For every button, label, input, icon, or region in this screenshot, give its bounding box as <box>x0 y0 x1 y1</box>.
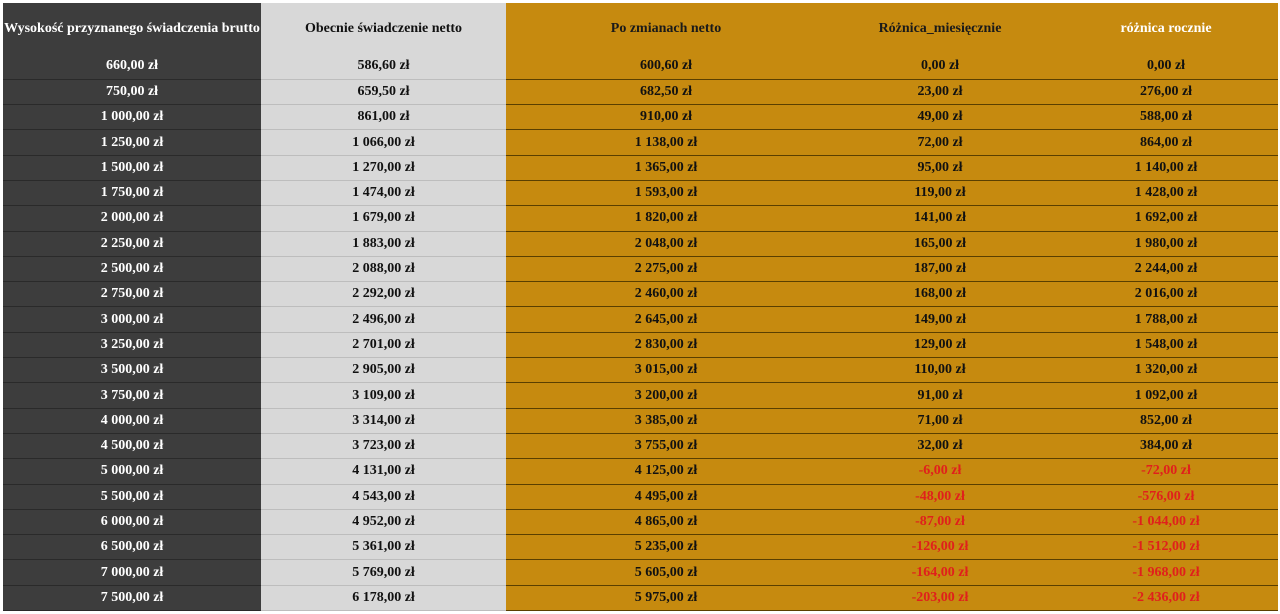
cell-monthly-difference: 71,00 zł <box>826 408 1054 433</box>
cell-gross-benefit: 4 500,00 zł <box>3 433 261 458</box>
cell-current-net: 861,00 zł <box>261 105 506 130</box>
cell-gross-benefit: 5 000,00 zł <box>3 459 261 484</box>
cell-gross-benefit: 6 500,00 zł <box>3 535 261 560</box>
cell-yearly-difference: -576,00 zł <box>1054 484 1278 509</box>
table-body <box>3 54 1278 611</box>
cell-gross-benefit: 6 000,00 zł <box>3 509 261 534</box>
cell-after-changes-net: 3 200,00 zł <box>506 383 826 408</box>
cell-gross-benefit: 2 250,00 zł <box>3 231 261 256</box>
cell-gross-benefit: 3 250,00 zł <box>3 332 261 357</box>
table-row <box>3 358 1278 383</box>
cell-after-changes-net: 2 460,00 zł <box>506 282 826 307</box>
cell-after-changes-net: 3 385,00 zł <box>506 408 826 433</box>
table-row <box>3 509 1278 534</box>
cell-after-changes-net: 2 048,00 zł <box>506 231 826 256</box>
cell-yearly-difference: 1 548,00 zł <box>1054 332 1278 357</box>
cell-current-net: 2 496,00 zł <box>261 307 506 332</box>
cell-yearly-difference: 588,00 zł <box>1054 105 1278 130</box>
cell-monthly-difference: -164,00 zł <box>826 560 1054 585</box>
cell-gross-benefit: 3 000,00 zł <box>3 307 261 332</box>
cell-after-changes-net: 3 755,00 zł <box>506 433 826 458</box>
cell-current-net: 4 543,00 zł <box>261 484 506 509</box>
table-row <box>3 535 1278 560</box>
table-row <box>3 408 1278 433</box>
spreadsheet-table-container <box>3 3 1278 611</box>
cell-gross-benefit: 7 000,00 zł <box>3 560 261 585</box>
cell-gross-benefit: 3 750,00 zł <box>3 383 261 408</box>
cell-monthly-difference: -203,00 zł <box>826 585 1054 610</box>
table-row <box>3 383 1278 408</box>
cell-after-changes-net: 3 015,00 zł <box>506 358 826 383</box>
header-gross-benefit: Wysokość przyznanego świadczenia brutto <box>3 3 261 54</box>
cell-after-changes-net: 4 495,00 zł <box>506 484 826 509</box>
cell-gross-benefit: 1 500,00 zł <box>3 155 261 180</box>
header-after-changes-net: Po zmianach netto <box>506 3 826 54</box>
cell-current-net: 1 066,00 zł <box>261 130 506 155</box>
cell-current-net: 4 131,00 zł <box>261 459 506 484</box>
cell-current-net: 586,60 zł <box>261 54 506 79</box>
cell-current-net: 5 361,00 zł <box>261 535 506 560</box>
cell-after-changes-net: 2 645,00 zł <box>506 307 826 332</box>
cell-after-changes-net: 1 820,00 zł <box>506 206 826 231</box>
cell-gross-benefit: 1 250,00 zł <box>3 130 261 155</box>
table-row <box>3 560 1278 585</box>
cell-monthly-difference: 32,00 zł <box>826 433 1054 458</box>
cell-monthly-difference: 72,00 zł <box>826 130 1054 155</box>
cell-gross-benefit: 2 500,00 zł <box>3 256 261 281</box>
cell-yearly-difference: -2 436,00 zł <box>1054 585 1278 610</box>
cell-yearly-difference: 2 016,00 zł <box>1054 282 1278 307</box>
table-row <box>3 459 1278 484</box>
table-row <box>3 585 1278 610</box>
cell-gross-benefit: 4 000,00 zł <box>3 408 261 433</box>
cell-current-net: 2 701,00 zł <box>261 332 506 357</box>
cell-gross-benefit: 2 000,00 zł <box>3 206 261 231</box>
cell-current-net: 1 883,00 zł <box>261 231 506 256</box>
cell-monthly-difference: 110,00 zł <box>826 358 1054 383</box>
cell-current-net: 4 952,00 zł <box>261 509 506 534</box>
cell-current-net: 2 905,00 zł <box>261 358 506 383</box>
cell-gross-benefit: 750,00 zł <box>3 79 261 104</box>
cell-monthly-difference: 187,00 zł <box>826 256 1054 281</box>
cell-yearly-difference: 2 244,00 zł <box>1054 256 1278 281</box>
table-row <box>3 433 1278 458</box>
cell-monthly-difference: -87,00 zł <box>826 509 1054 534</box>
cell-gross-benefit: 3 500,00 zł <box>3 358 261 383</box>
cell-after-changes-net: 5 975,00 zł <box>506 585 826 610</box>
cell-yearly-difference: 1 980,00 zł <box>1054 231 1278 256</box>
cell-current-net: 6 178,00 zł <box>261 585 506 610</box>
cell-after-changes-net: 910,00 zł <box>506 105 826 130</box>
header-monthly-difference: Różnica_miesięcznie <box>826 3 1054 54</box>
table-row <box>3 484 1278 509</box>
cell-monthly-difference: 23,00 zł <box>826 79 1054 104</box>
cell-after-changes-net: 600,60 zł <box>506 54 826 79</box>
table-row <box>3 54 1278 79</box>
cell-after-changes-net: 5 605,00 zł <box>506 560 826 585</box>
table-row <box>3 332 1278 357</box>
cell-after-changes-net: 5 235,00 zł <box>506 535 826 560</box>
header-yearly-difference: różnica rocznie <box>1054 3 1278 54</box>
table-row <box>3 307 1278 332</box>
table-row <box>3 256 1278 281</box>
cell-monthly-difference: 119,00 zł <box>826 180 1054 205</box>
cell-monthly-difference: 149,00 zł <box>826 307 1054 332</box>
cell-current-net: 3 723,00 zł <box>261 433 506 458</box>
cell-yearly-difference: 1 788,00 zł <box>1054 307 1278 332</box>
cell-yearly-difference: 1 092,00 zł <box>1054 383 1278 408</box>
cell-monthly-difference: 95,00 zł <box>826 155 1054 180</box>
cell-current-net: 2 292,00 zł <box>261 282 506 307</box>
cell-yearly-difference: -1 968,00 zł <box>1054 560 1278 585</box>
cell-current-net: 5 769,00 zł <box>261 560 506 585</box>
cell-yearly-difference: 1 320,00 zł <box>1054 358 1278 383</box>
benefit-comparison-table <box>3 3 1278 611</box>
cell-gross-benefit: 1 750,00 zł <box>3 180 261 205</box>
cell-current-net: 1 679,00 zł <box>261 206 506 231</box>
cell-current-net: 3 109,00 zł <box>261 383 506 408</box>
table-row <box>3 130 1278 155</box>
cell-monthly-difference: 49,00 zł <box>826 105 1054 130</box>
cell-yearly-difference: -1 044,00 zł <box>1054 509 1278 534</box>
header-row <box>3 3 1278 54</box>
cell-yearly-difference: 276,00 zł <box>1054 79 1278 104</box>
cell-yearly-difference: 384,00 zł <box>1054 433 1278 458</box>
cell-yearly-difference: 852,00 zł <box>1054 408 1278 433</box>
table-row <box>3 282 1278 307</box>
cell-gross-benefit: 660,00 zł <box>3 54 261 79</box>
table-row <box>3 105 1278 130</box>
cell-after-changes-net: 4 865,00 zł <box>506 509 826 534</box>
cell-current-net: 3 314,00 zł <box>261 408 506 433</box>
cell-monthly-difference: 141,00 zł <box>826 206 1054 231</box>
cell-monthly-difference: 129,00 zł <box>826 332 1054 357</box>
cell-yearly-difference: 0,00 zł <box>1054 54 1278 79</box>
cell-monthly-difference: 168,00 zł <box>826 282 1054 307</box>
cell-after-changes-net: 1 138,00 zł <box>506 130 826 155</box>
cell-yearly-difference: -1 512,00 zł <box>1054 535 1278 560</box>
cell-after-changes-net: 1 365,00 zł <box>506 155 826 180</box>
cell-current-net: 1 270,00 zł <box>261 155 506 180</box>
table-row <box>3 231 1278 256</box>
cell-after-changes-net: 4 125,00 zł <box>506 459 826 484</box>
cell-gross-benefit: 5 500,00 zł <box>3 484 261 509</box>
cell-yearly-difference: 1 428,00 zł <box>1054 180 1278 205</box>
cell-after-changes-net: 682,50 zł <box>506 79 826 104</box>
cell-monthly-difference: 91,00 zł <box>826 383 1054 408</box>
cell-yearly-difference: 864,00 zł <box>1054 130 1278 155</box>
header-current-net: Obecnie świadczenie netto <box>261 3 506 54</box>
cell-yearly-difference: 1 140,00 zł <box>1054 155 1278 180</box>
cell-after-changes-net: 1 593,00 zł <box>506 180 826 205</box>
table-row <box>3 180 1278 205</box>
cell-current-net: 659,50 zł <box>261 79 506 104</box>
cell-gross-benefit: 2 750,00 zł <box>3 282 261 307</box>
cell-gross-benefit: 7 500,00 zł <box>3 585 261 610</box>
table-row <box>3 155 1278 180</box>
cell-monthly-difference: -6,00 zł <box>826 459 1054 484</box>
cell-after-changes-net: 2 830,00 zł <box>506 332 826 357</box>
cell-monthly-difference: 165,00 zł <box>826 231 1054 256</box>
cell-yearly-difference: -72,00 zł <box>1054 459 1278 484</box>
cell-yearly-difference: 1 692,00 zł <box>1054 206 1278 231</box>
cell-after-changes-net: 2 275,00 zł <box>506 256 826 281</box>
table-row <box>3 79 1278 104</box>
cell-current-net: 1 474,00 zł <box>261 180 506 205</box>
cell-gross-benefit: 1 000,00 zł <box>3 105 261 130</box>
cell-monthly-difference: 0,00 zł <box>826 54 1054 79</box>
cell-current-net: 2 088,00 zł <box>261 256 506 281</box>
table-row <box>3 206 1278 231</box>
cell-monthly-difference: -48,00 zł <box>826 484 1054 509</box>
cell-monthly-difference: -126,00 zł <box>826 535 1054 560</box>
